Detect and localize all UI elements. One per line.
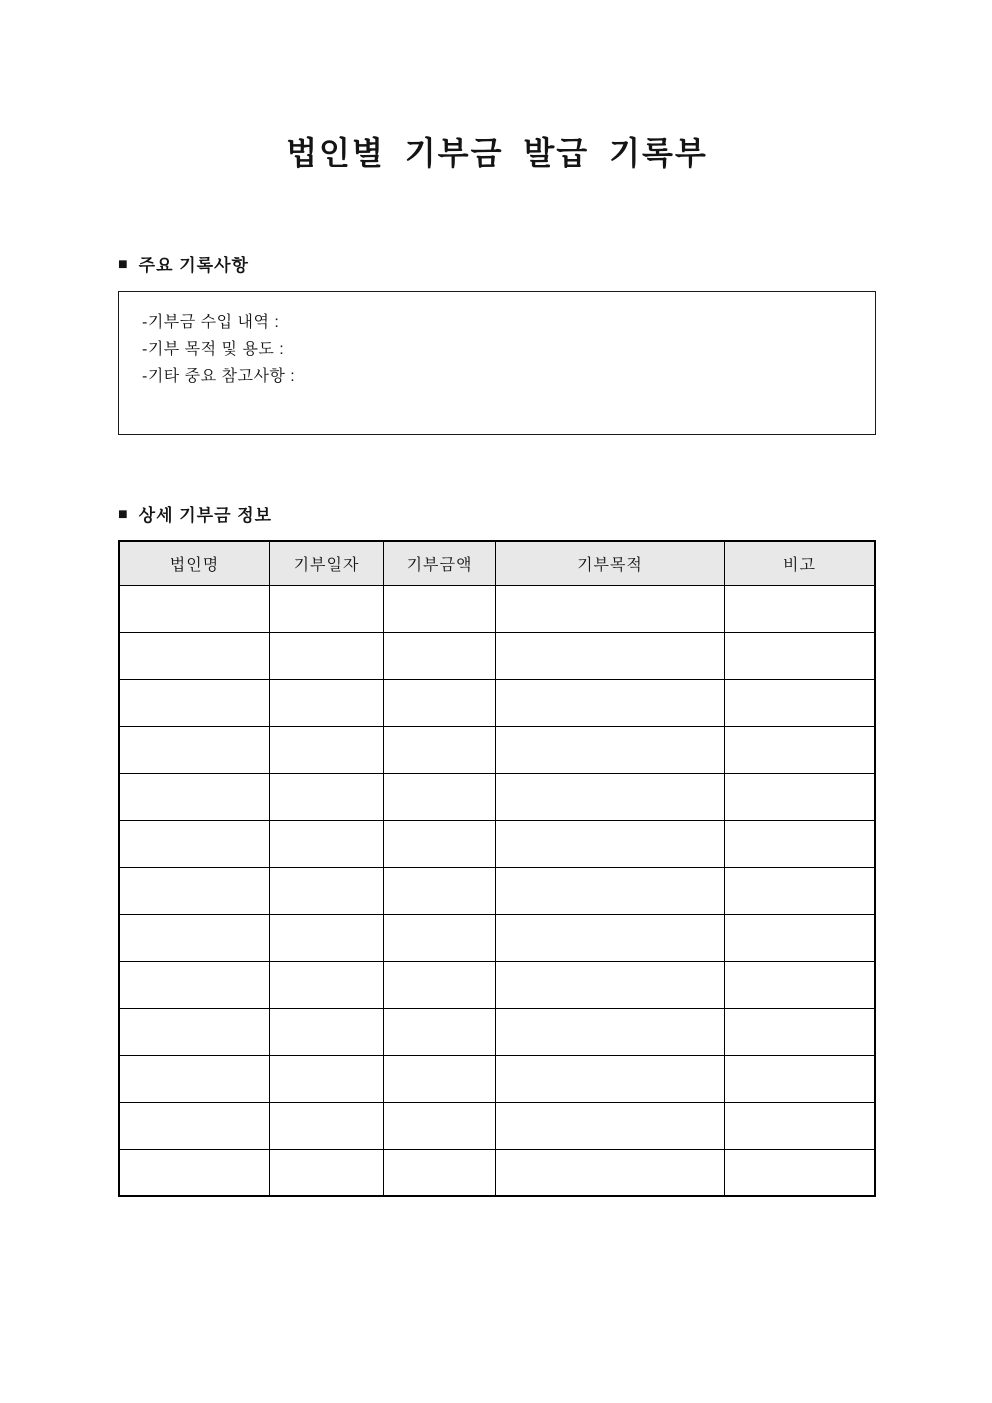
table-cell xyxy=(495,1008,724,1055)
table-cell xyxy=(269,1008,383,1055)
note-line-2: -기타 중요 참고사항 : xyxy=(142,368,296,385)
table-cell xyxy=(384,1008,496,1055)
table-cell xyxy=(725,679,875,726)
table-cell xyxy=(119,679,269,726)
table-cell xyxy=(119,1055,269,1102)
table-cell xyxy=(384,820,496,867)
table-cell xyxy=(725,585,875,632)
table-cell xyxy=(269,1149,383,1196)
section-heading-details xyxy=(118,505,876,526)
table-row xyxy=(119,726,875,773)
table-cell xyxy=(725,914,875,961)
table-cell xyxy=(119,773,269,820)
table-row xyxy=(119,773,875,820)
summary-notes-box xyxy=(118,291,876,435)
square-bullet-icon: ■ xyxy=(118,255,129,273)
table-cell xyxy=(725,632,875,679)
table-cell xyxy=(725,820,875,867)
table-cell xyxy=(269,773,383,820)
donation-table-header-row xyxy=(119,541,875,585)
table-cell xyxy=(119,726,269,773)
table-cell xyxy=(384,1102,496,1149)
table-cell xyxy=(725,867,875,914)
donation-table-head xyxy=(119,541,875,585)
table-row xyxy=(119,679,875,726)
table-cell xyxy=(725,1149,875,1196)
column-header-4: 비고 xyxy=(725,541,875,585)
table-cell xyxy=(725,961,875,1008)
table-cell xyxy=(495,1149,724,1196)
table-cell xyxy=(725,1102,875,1149)
table-cell xyxy=(725,1008,875,1055)
table-cell xyxy=(269,1055,383,1102)
table-cell xyxy=(269,867,383,914)
table-row xyxy=(119,1149,875,1196)
table-cell xyxy=(269,585,383,632)
table-cell xyxy=(495,585,724,632)
table-row xyxy=(119,1008,875,1055)
column-header-3: 기부목적 xyxy=(495,541,724,585)
table-cell xyxy=(384,585,496,632)
table-cell xyxy=(495,914,724,961)
table-cell xyxy=(725,726,875,773)
table-cell xyxy=(495,726,724,773)
table-row xyxy=(119,1055,875,1102)
column-header-1: 기부일자 xyxy=(269,541,383,585)
column-header-2: 기부금액 xyxy=(384,541,496,585)
table-cell xyxy=(495,773,724,820)
table-cell xyxy=(119,914,269,961)
note-line-0: -기부금 수입 내역 : xyxy=(142,314,280,331)
section-heading-summary-label: 주요 기록사항 xyxy=(138,256,249,275)
column-header-0: 법인명 xyxy=(119,541,269,585)
table-cell xyxy=(269,820,383,867)
table-cell xyxy=(495,867,724,914)
table-cell xyxy=(495,632,724,679)
table-cell xyxy=(495,679,724,726)
section-heading-summary xyxy=(118,255,876,276)
table-cell xyxy=(119,1102,269,1149)
table-cell xyxy=(384,1055,496,1102)
table-cell xyxy=(725,773,875,820)
table-cell xyxy=(384,961,496,1008)
table-cell xyxy=(269,632,383,679)
table-cell xyxy=(269,914,383,961)
table-cell xyxy=(119,961,269,1008)
note-line-1: -기부 목적 및 용도 : xyxy=(142,341,285,358)
table-row xyxy=(119,867,875,914)
table-cell xyxy=(725,1055,875,1102)
table-cell xyxy=(495,1055,724,1102)
table-cell xyxy=(119,632,269,679)
donation-table-body xyxy=(119,585,875,1196)
table-cell xyxy=(384,867,496,914)
table-cell xyxy=(119,867,269,914)
table-cell xyxy=(119,1149,269,1196)
table-cell xyxy=(495,820,724,867)
table-row xyxy=(119,1102,875,1149)
table-cell xyxy=(384,773,496,820)
donation-table xyxy=(118,540,876,1197)
table-cell xyxy=(495,1102,724,1149)
table-row xyxy=(119,820,875,867)
table-cell xyxy=(384,726,496,773)
table-cell xyxy=(384,1149,496,1196)
table-cell xyxy=(119,820,269,867)
table-cell xyxy=(384,679,496,726)
table-row xyxy=(119,914,875,961)
table-row xyxy=(119,632,875,679)
square-bullet-icon: ■ xyxy=(118,505,129,523)
table-cell xyxy=(269,961,383,1008)
table-cell xyxy=(384,914,496,961)
table-cell xyxy=(119,1008,269,1055)
table-row xyxy=(119,585,875,632)
table-cell xyxy=(495,961,724,1008)
section-heading-details-label: 상세 기부금 정보 xyxy=(138,506,273,525)
table-cell xyxy=(269,1102,383,1149)
table-cell xyxy=(269,726,383,773)
table-row xyxy=(119,961,875,1008)
table-cell xyxy=(384,632,496,679)
document-title: 법인별 기부금 발급 기록부 xyxy=(286,135,708,171)
table-cell xyxy=(119,585,269,632)
table-cell xyxy=(269,679,383,726)
